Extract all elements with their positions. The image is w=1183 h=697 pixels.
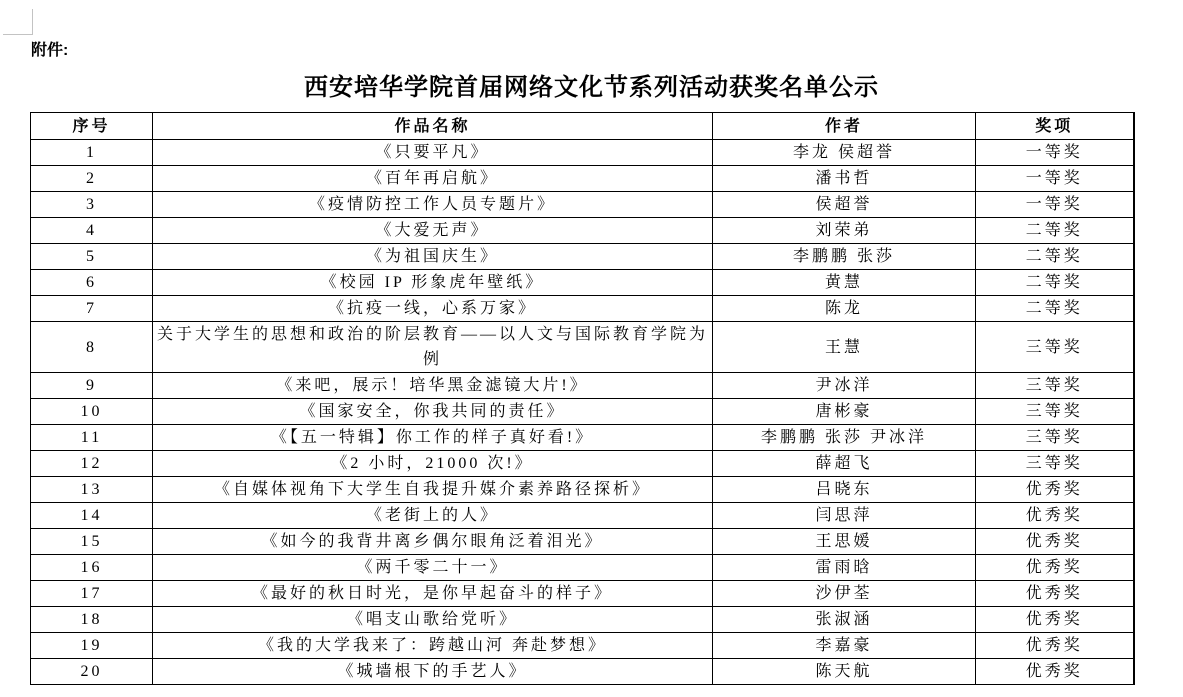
table-row (31, 322, 1134, 373)
author-cell: 王思媛 (713, 529, 976, 555)
awards-table-header (31, 113, 1134, 140)
serial-cell: 16 (31, 555, 153, 581)
work-title-cell: 《两千零二十一》 (153, 555, 713, 581)
work-title-cell: 《我的大学我来了：跨越山河 奔赴梦想》 (153, 633, 713, 659)
award-cell: 二等奖 (976, 218, 1134, 244)
table-row (31, 503, 1134, 529)
award-cell: 优秀奖 (976, 633, 1134, 659)
work-title-cell: 《唱支山歌给党听》 (153, 607, 713, 633)
serial-cell: 8 (31, 322, 153, 373)
work-title-cell: 《自媒体视角下大学生自我提升媒介素养路径探析》 (153, 477, 713, 503)
serial-cell: 5 (31, 244, 153, 270)
award-cell: 三等奖 (976, 425, 1134, 451)
table-row (31, 192, 1134, 218)
author-cell: 李鹏鹏 张莎 尹冰洋 (713, 425, 976, 451)
author-cell: 沙伊荃 (713, 581, 976, 607)
award-cell: 三等奖 (976, 399, 1134, 425)
work-title-cell: 《只要平凡》 (153, 140, 713, 166)
serial-cell: 3 (31, 192, 153, 218)
author-cell: 雷雨晗 (713, 555, 976, 581)
table-row (31, 140, 1134, 166)
table-row (31, 581, 1134, 607)
serial-cell: 6 (31, 270, 153, 296)
table-row (31, 166, 1134, 192)
serial-cell: 14 (31, 503, 153, 529)
award-cell: 优秀奖 (976, 607, 1134, 633)
work-title-cell: 《国家安全，你我共同的责任》 (153, 399, 713, 425)
award-cell: 三等奖 (976, 373, 1134, 399)
award-cell: 优秀奖 (976, 503, 1134, 529)
work-title-cell: 《大爱无声》 (153, 218, 713, 244)
author-cell: 黄慧 (713, 270, 976, 296)
table-row (31, 425, 1134, 451)
author-cell: 薛超飞 (713, 451, 976, 477)
serial-cell: 19 (31, 633, 153, 659)
author-cell: 李龙 侯超誉 (713, 140, 976, 166)
author-cell: 侯超誉 (713, 192, 976, 218)
serial-cell: 9 (31, 373, 153, 399)
work-title-cell: 《2 小时，21000 次!》 (153, 451, 713, 477)
page-title: 西安培华学院首届网络文化节系列活动获奖名单公示 (304, 74, 879, 101)
table-row (31, 218, 1134, 244)
author-cell: 陈龙 (713, 296, 976, 322)
work-title-cell: 《校园 IP 形象虎年壁纸》 (153, 270, 713, 296)
author-cell: 唐彬豪 (713, 399, 976, 425)
author-cell: 张淑涵 (713, 607, 976, 633)
award-cell: 三等奖 (976, 322, 1134, 373)
table-row (31, 244, 1134, 270)
work-title-cell: 《抗疫一线，心系万家》 (153, 296, 713, 322)
table-row (31, 296, 1134, 322)
work-title-cell: 关于大学生的思想和政治的阶层教育——以人文与国际教育学院为例 (153, 322, 713, 373)
header-serial: 序号 (31, 113, 153, 140)
serial-cell: 1 (31, 140, 153, 166)
author-cell: 闫思萍 (713, 503, 976, 529)
work-title-cell: 《来吧，展示！培华黑金滤镜大片!》 (153, 373, 713, 399)
page-corner-mark-horizontal (3, 34, 33, 35)
work-title-cell: 《为祖国庆生》 (153, 244, 713, 270)
serial-cell: 7 (31, 296, 153, 322)
header-award: 奖项 (976, 113, 1134, 140)
work-title-cell: 《城墙根下的手艺人》 (153, 659, 713, 685)
table-row (31, 659, 1134, 685)
table-row (31, 373, 1134, 399)
work-title-cell: 《老街上的人》 (153, 503, 713, 529)
serial-cell: 11 (31, 425, 153, 451)
serial-cell: 18 (31, 607, 153, 633)
attachment-label: 附件: (31, 42, 69, 59)
serial-cell: 15 (31, 529, 153, 555)
serial-cell: 12 (31, 451, 153, 477)
serial-cell: 10 (31, 399, 153, 425)
table-row (31, 451, 1134, 477)
author-cell: 王慧 (713, 322, 976, 373)
author-cell: 吕晓东 (713, 477, 976, 503)
award-cell: 优秀奖 (976, 581, 1134, 607)
award-cell: 二等奖 (976, 270, 1134, 296)
table-row (31, 529, 1134, 555)
award-cell: 二等奖 (976, 244, 1134, 270)
awards-table (30, 112, 1135, 685)
table-row (31, 399, 1134, 425)
award-cell: 一等奖 (976, 140, 1134, 166)
work-title-cell: 《如今的我背井离乡偶尔眼角泛着泪光》 (153, 529, 713, 555)
table-row (31, 633, 1134, 659)
award-cell: 优秀奖 (976, 555, 1134, 581)
work-title-cell: 《疫情防控工作人员专题片》 (153, 192, 713, 218)
award-cell: 三等奖 (976, 451, 1134, 477)
work-title-cell: 《【五一特辑】你工作的样子真好看!》 (153, 425, 713, 451)
author-cell: 刘荣弟 (713, 218, 976, 244)
header-row (31, 113, 1134, 140)
award-cell: 优秀奖 (976, 529, 1134, 555)
author-cell: 李鹏鹏 张莎 (713, 244, 976, 270)
table-row (31, 477, 1134, 503)
work-title-cell: 《最好的秋日时光，是你早起奋斗的样子》 (153, 581, 713, 607)
serial-cell: 20 (31, 659, 153, 685)
award-cell: 一等奖 (976, 166, 1134, 192)
awards-table-body (31, 140, 1134, 685)
serial-cell: 13 (31, 477, 153, 503)
table-row (31, 555, 1134, 581)
header-work-title: 作品名称 (153, 113, 713, 140)
serial-cell: 17 (31, 581, 153, 607)
author-cell: 尹冰洋 (713, 373, 976, 399)
author-cell: 潘书哲 (713, 166, 976, 192)
award-cell: 优秀奖 (976, 477, 1134, 503)
table-row (31, 270, 1134, 296)
table-row (31, 607, 1134, 633)
page-corner-mark-vertical (32, 9, 33, 34)
award-cell: 二等奖 (976, 296, 1134, 322)
work-title-cell: 《百年再启航》 (153, 166, 713, 192)
serial-cell: 4 (31, 218, 153, 244)
serial-cell: 2 (31, 166, 153, 192)
award-cell: 优秀奖 (976, 659, 1134, 685)
award-cell: 一等奖 (976, 192, 1134, 218)
header-author: 作者 (713, 113, 976, 140)
author-cell: 李嘉豪 (713, 633, 976, 659)
author-cell: 陈天航 (713, 659, 976, 685)
